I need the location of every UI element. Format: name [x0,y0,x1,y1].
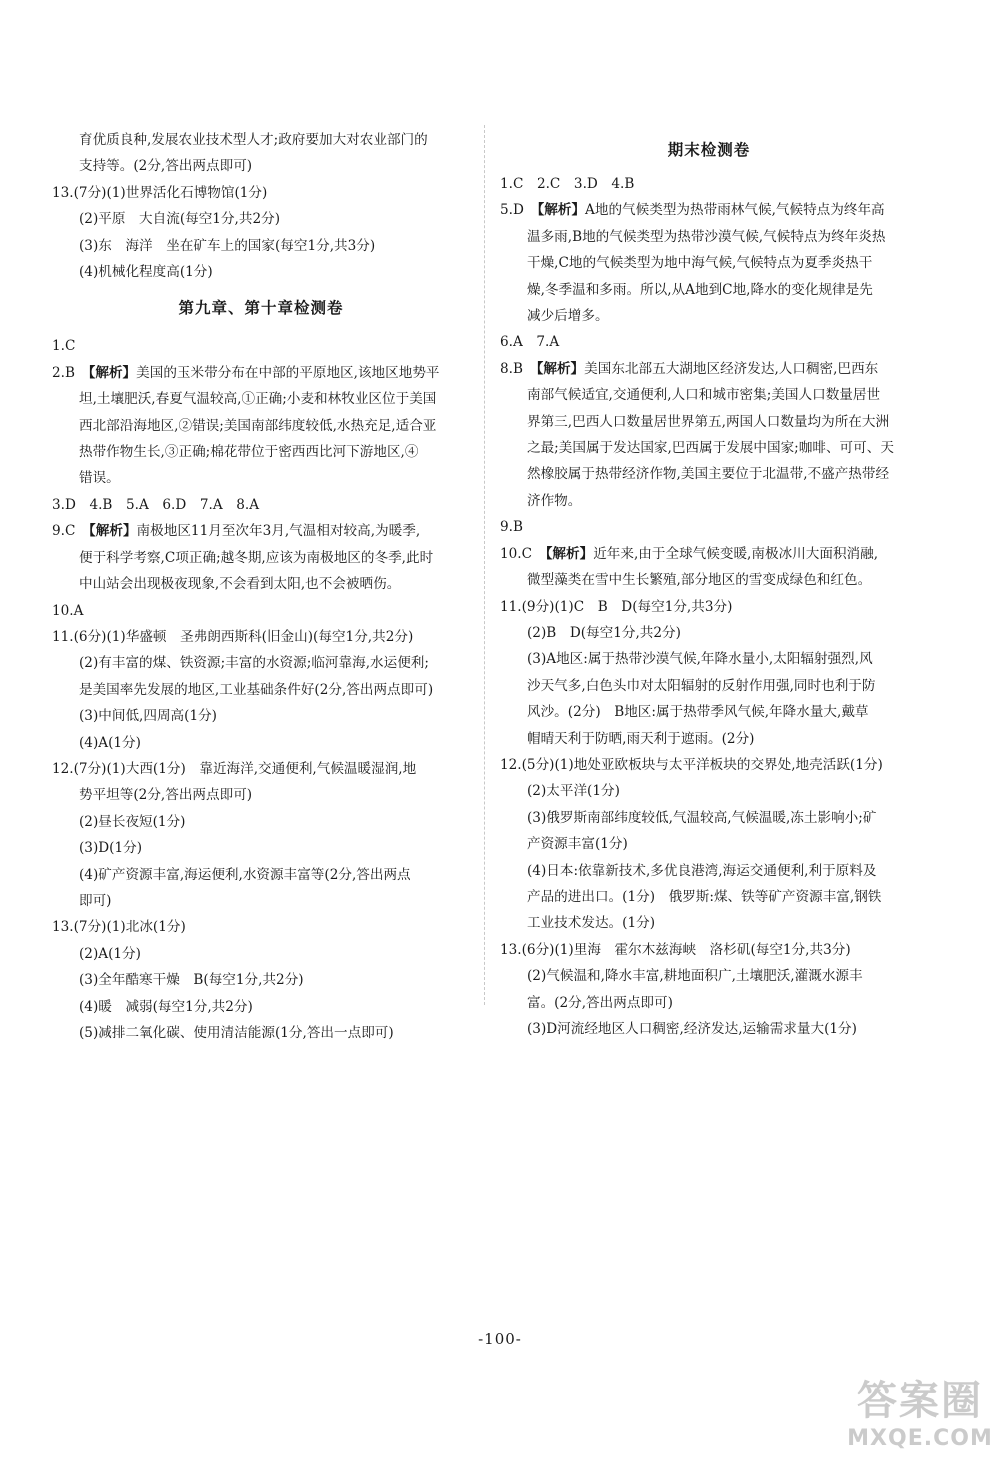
answer-line [52,153,470,179]
answer-text: 11.(6分)(1)华盛顿 圣弗朗西斯科(旧金山)(每空1分,共2分) [52,628,414,645]
answer-text: (2)有丰富的煤、铁资源;丰富的水资源;临河靠海,水运便利; [79,655,429,672]
answer-line [500,488,918,514]
answer-line [500,699,918,725]
answer-text: (4)A(1分) [79,734,141,751]
answer-text: 即可) [79,892,112,909]
answer-text: (4)机械化程度高(1分) [79,264,213,281]
left-column [52,127,470,1046]
answer-line [500,250,918,276]
answer-line [500,990,918,1016]
answer-text: 10.A [52,602,84,619]
answer-line [52,127,470,153]
answer-line [500,910,918,936]
answer-text: 1.C 2.C 3.D 4.B [500,176,635,192]
answer-text: 12.(5分)(1)地处亚欧板块与太平洋板块的交界处,地壳活跃(1分) [500,756,883,773]
answer-text: A地的气候类型为热带雨林气候,气候特点为终年高 [585,202,885,219]
answer-text: (2)A(1分) [79,945,141,962]
answer-line [500,884,918,910]
answer-line [52,465,470,491]
left-answers-continued [52,127,470,285]
answer-line [500,1016,918,1042]
answer-text: 9.B [500,519,523,536]
answer-text: 热带作物生长,③正确;棉花带位于密西西比河下游地区,④ [79,444,419,461]
column-divider [484,125,485,1005]
answer-line [500,461,918,487]
analysis-tag: 【解析】 [88,364,137,381]
answer-text: 1.C [52,338,76,355]
answer-line [52,259,470,285]
answer-text: (5)减排二氧化碳、使用清洁能源(1分,答出一点即可) [79,1025,394,1041]
answer-line [500,224,918,250]
answer-line [500,356,918,382]
answer-text: 然橡胶属于热带经济作物,美国主要位于北温带,不盛产热带经 [527,466,890,483]
answer-text: 燥,冬季温和多雨。所以,从A地到C地,降水的变化规律是先 [527,281,873,298]
answer-line [52,994,470,1020]
answer-line [52,413,470,439]
answer-line [500,382,918,408]
analysis-tag: 【解析】 [545,545,594,562]
answer-line [52,756,470,782]
answer-text: 济作物。 [527,492,582,509]
answer-text: (2)昼长夜短(1分) [79,813,186,830]
watermark-text-url: MXQE.COM [847,1426,993,1451]
answer-text: 是美国率先发展的地区,工业基础条件好(2分,答出两点即可) [79,681,434,698]
answer-text: 错误。 [79,470,120,487]
section-heading-final-exam: 期末检测卷 [667,140,751,159]
answer-line [500,541,918,567]
section-heading-ch9-10: 第九章、第十章检测卷 [178,298,344,318]
answer-text: 3.D 4.B 5.A 6.D 7.A 8.A [52,496,260,513]
right-column [500,127,918,1042]
answer-line [52,571,470,597]
answer-text: 13.(7分)(1)北冰(1分) [52,919,186,936]
answer-line [52,914,470,940]
answer-line [500,805,918,831]
answer-text: 南极地区11月至次年3月,气温相对较高,为暖季, [136,523,421,540]
answer-line [500,435,918,461]
answer-line [500,567,918,593]
answer-line [52,386,470,412]
answer-text: (3)A地区:属于热带沙漠气候,年降水量小,太阳辐射强烈,风 [527,651,873,668]
answer-text: (2)气候温和,降水丰富,耕地面积广,土壤肥沃,灌溉水源丰 [527,968,863,985]
ch9-10-answers [52,333,470,1046]
answer-text: 风沙。(2分) B地区:属于热带季风气候,年降水量大,戴草 [527,704,869,721]
answer-text: 产资源丰富(1分) [527,836,628,853]
analysis-tag: 【解析】 [88,523,137,540]
answer-line [500,646,918,672]
answer-line [500,594,918,620]
answer-text: 11.(9分)(1)C B D(每空1分,共3分) [500,598,733,615]
answer-text: (3)东 海洋 坐在矿车上的国家(每空1分,共3分) [79,237,376,254]
answer-text: 美国的玉米带分布在中部的平原地区,该地区地势平 [136,364,440,381]
answer-text: 之最;美国属于发达国家,巴西属于发展中国家;咖啡、可可、天 [527,440,894,457]
answer-line [500,329,918,355]
answer-line [52,835,470,861]
answer-text: 支持等。(2分,答出两点即可) [79,158,253,175]
answer-line [52,545,470,571]
answer-line [52,180,470,206]
answer-text: 12.(7分)(1)大西(1分) 靠近海洋,交通便利,气候温暖湿润,地 [52,760,417,777]
answer-text: (4)日本:依靠新技术,多优良港湾,海运交通便利,利于原料及 [527,862,877,879]
answer-line [500,197,918,223]
answer-line [52,333,470,359]
answer-line [500,409,918,435]
answer-line [52,439,470,465]
answer-text: 中山站会出现极夜现象,不会看到太阳,也不会被晒伤。 [79,576,401,593]
answer-text: (3)中间低,四周高(1分) [79,708,217,725]
answer-line [500,937,918,963]
answer-text: (2)B D(每空1分,共2分) [527,624,681,641]
answer-text: 干燥,C地的气候类型为地中海气候,气候特点为夏季炎热干 [527,255,873,272]
answer-text: (3)D(1分) [79,840,143,857]
answer-line [500,514,918,540]
answer-line [52,492,470,518]
answer-line [52,598,470,624]
answer-text: 坦,土壤肥沃,春夏气温较高,①正确;小麦和林牧业区位于美国 [79,391,437,408]
answer-text: (3)全年酷寒干燥 B(每空1分,共2分) [79,972,304,989]
answer-line [52,518,470,544]
analysis-tag: 【解析】 [537,202,586,219]
answer-text: 13.(6分)(1)里海 霍尔木兹海峡 洛杉矶(每空1分,共3分) [500,941,851,958]
answer-line [52,360,470,386]
answer-text: 工业技术发达。(1分) [527,915,656,932]
answer-line [52,941,470,967]
answer-text: 产品的进出口。(1分) 俄罗斯:煤、铁等矿产资源丰富,钢铁 [527,888,882,905]
answer-line [52,782,470,808]
answer-line [52,862,470,888]
answer-line [500,673,918,699]
answer-line [52,233,470,259]
answer-text: 便于科学考察,C项正确;越冬期,应该为南极地区的冬季,此时 [79,549,434,566]
answer-number: 2.B [52,364,89,381]
answer-line [52,206,470,232]
answer-number: 10.C [500,545,546,562]
watermark-logo [845,1378,995,1466]
answer-text: (4)矿产资源丰富,海运便利,水资源丰富等(2分,答出两点 [79,866,411,883]
answer-line [500,831,918,857]
answer-line [52,730,470,756]
answer-text: 沙天气多,白色头巾对太阳辐射的反射作用强,同时也利于防 [527,677,876,694]
answer-text: 势平坦等(2分,答出两点即可) [79,787,253,804]
answer-line [500,303,918,329]
answer-line [500,620,918,646]
answer-text: 帽晴天利于防晒,雨天利于遮雨。(2分) [527,730,755,747]
answer-text: 富。(2分,答出两点即可) [527,994,673,1011]
answer-text: 南部气候适宜,交通便利,人口和城市密集;美国人口数量居世 [527,387,881,404]
answer-line [52,703,470,729]
answer-text: 13.(7分)(1)世界活化石博物馆(1分) [52,184,268,201]
answer-number: 5.D [500,202,538,219]
answer-line [52,888,470,914]
answer-text: (2)太平洋(1分) [527,783,620,800]
answer-text: 界第三,巴西人口数量居世界第五,两国人口数量均为所在大洲 [527,413,890,430]
answer-text: 西北部沿海地区,②错误;美国南部纬度较低,水热充足,适合亚 [79,417,437,434]
answer-text: (3)俄罗斯南部纬度较低,气温较高,气候温暖,冻土影响小;矿 [527,809,877,826]
answer-number: 8.B [500,360,537,377]
answer-line [52,624,470,650]
answer-text: (2)平原 大自流(每空1分,共2分) [79,211,281,228]
watermark-text-cn: 答案圈 [857,1378,983,1424]
answer-text: 近年来,由于全球气候变暖,南极冰川大面积消融, [593,545,879,562]
answer-text: 减少后增多。 [527,308,609,325]
answer-text: 温多雨,B地的气候类型为热带沙漠气候,气候特点为终年炎热 [527,228,886,245]
answer-line [500,752,918,778]
analysis-tag: 【解析】 [536,360,585,377]
answer-line [500,171,918,197]
answer-text: (3)D河流经地区人口稠密,经济发达,运输需求量大(1分) [527,1021,857,1037]
answer-text: 美国东北部五大湖地区经济发达,人口稠密,巴西东 [584,360,879,377]
answer-line [500,277,918,303]
answer-line [52,809,470,835]
answer-line [500,778,918,804]
page-number: -100- [478,1330,522,1348]
answer-text: (4)暖 减弱(每空1分,共2分) [79,998,253,1015]
answer-line [500,963,918,989]
answer-line [500,726,918,752]
answer-line [52,1020,470,1046]
answer-text: 6.A 7.A [500,334,560,351]
answer-text: 育优质良种,发展农业技术型人才;政府要加大对农业部门的 [79,132,428,148]
final-exam-answers [500,171,918,1042]
answer-line [52,650,470,676]
answer-text: 微型藻类在雪中生长繁殖,部分地区的雪变成绿色和红色。 [527,572,872,589]
answer-line [52,967,470,993]
answer-line [52,677,470,703]
answer-number: 9.C [52,523,89,540]
answer-line [500,858,918,884]
